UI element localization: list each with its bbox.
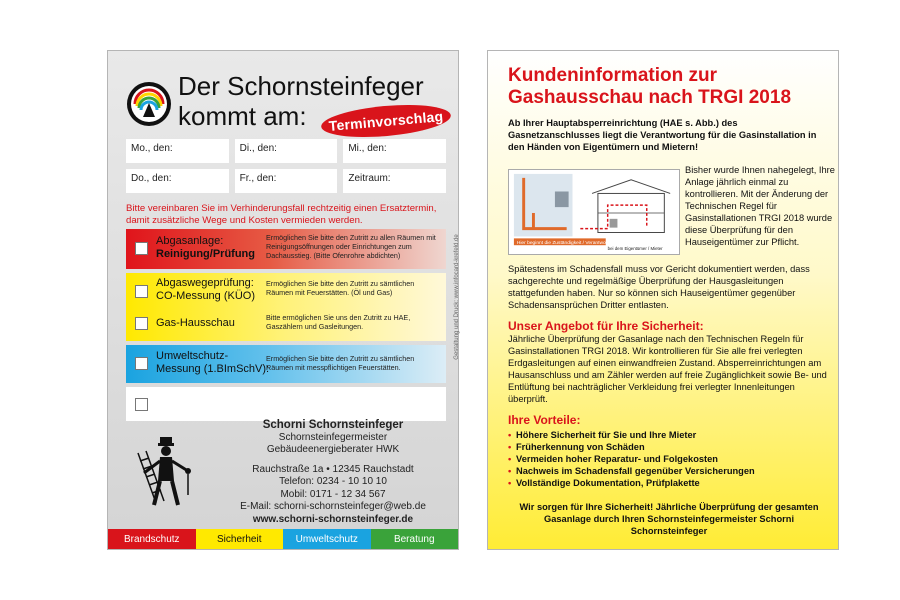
offer-heading: Unser Angebot für Ihre Sicherheit: [508, 319, 704, 333]
footer-umweltschutz: Umweltschutz [283, 529, 371, 549]
date-field-fr[interactable]: Fr., den: [235, 169, 338, 193]
footer-bar [108, 529, 458, 549]
business-address: Rauchstraße 1a • 12345 Rauchstadt [252, 463, 414, 475]
diagram-caption-1: Hier beginnt die Zuständigkeit / Verantwortung [516, 241, 617, 247]
date-field-zeitraum[interactable]: Zeitraum: [343, 169, 446, 193]
date-field-do[interactable]: Do., den: [126, 169, 229, 193]
business-title2: Gebäudeenergieberater HWK [266, 444, 400, 455]
print-credit: Gestaltung und Druck: www.infocard-krefeld.de [454, 234, 460, 360]
benefits-heading: Ihre Vorteile: [508, 413, 581, 427]
diagram-caption-2: bei dem Eigentümer / Mieter [607, 246, 663, 252]
chimney-sweep-guild-logo [126, 81, 172, 127]
appointment-badge: Terminvorschlag [320, 100, 452, 141]
checkbox-gas-hausschau[interactable] [135, 317, 148, 330]
info-paragraph-2: Spätestens im Schadensfall muss vor Gericht dokumentiert werden, dass sachgerechte und regelmäßige Überprüfung der Hausgasleitungen stattgefunden haben. Nur so können sich Hauseigentümer gegenüber Schadensansprüchen Dritter entlasten. [508, 264, 810, 310]
date-grid [126, 139, 446, 199]
business-phone: Telefon: 0234 - 10 10 10 [279, 476, 387, 487]
checkbox-umwelt[interactable] [135, 357, 148, 370]
business-website[interactable]: www.schorni-schornsteinfeger.de [252, 513, 414, 525]
benefit-item: • Höhere Sicherheit für Sie und Ihre Mieter [508, 429, 830, 441]
business-mobile: Mobil: 0171 - 12 34 567 [280, 488, 386, 500]
benefit-item: • Vollständige Dokumentation, Prüfplakette [508, 477, 830, 489]
benefit-item: • Früherkennung von Schäden [508, 441, 830, 453]
offer-text: Jährliche Überprüfung der Gasanlage nach den Technischen Regeln für Gasinstallationen TRGI 2018. Wir kontrollieren für Sie alle frei verlegten Erdgasleitungen auf einen einwandfreien Zustand. Absperreinrichtungen am Hausanschluss und am Zähler werden auf freie Zugänglichkeit sowie Be- und Entlüftung bei nachträglicher Verkleidung frei verlegter Innenleitungen überprüft. [508, 334, 827, 404]
business-title1: Schornsteinfegermeister [278, 431, 388, 443]
label-reinigung: Abgasanlage: Reinigung/Prüfung [156, 235, 255, 260]
date-field-mi[interactable]: Mi., den: [343, 139, 446, 163]
info-title: Kundeninformation zur Gashausschau nach TRGI 2018 [508, 65, 792, 108]
footer-sicherheit: Sicherheit [196, 529, 284, 549]
business-email[interactable]: E-Mail: schorni-schornsteinfeger@web.de [240, 501, 426, 512]
chimney-sweep-icon [136, 433, 198, 508]
checkbox-abgasweg[interactable] [135, 285, 148, 298]
heading-line2: kommt am: [178, 101, 307, 131]
checkbox-extra[interactable] [135, 398, 148, 411]
date-field-mo[interactable]: Mo., den: [126, 139, 229, 163]
benefit-item: • Vermeiden hoher Reparatur- und Folgekosten [508, 453, 830, 465]
footer-beratung: Beratung [371, 529, 459, 549]
desc-abgasweg: Ermöglichen Sie bitte den Zutritt zu sämtlichen Räumen mit Feuerstätten. (Öl und Gas) [266, 279, 415, 297]
business-name: Schorni Schornsteinfeger [262, 419, 404, 431]
service-extra [126, 387, 446, 421]
service-reinigung [126, 229, 446, 269]
checkbox-reinigung[interactable] [135, 242, 148, 255]
heading-line1: Der Schornsteinfeger [178, 71, 424, 101]
closing-statement: Wir sorgen für Ihre Sicherheit! Jährliche Überprüfung der gesamten Gasanlage durch Ihren Schornsteinfegermeister Schorni Schornsteinfeger [519, 502, 819, 536]
diagram-side-text: Bisher wurde Ihnen nahegelegt, Ihre Anlage jährlich einmal zu kontrollieren. Mit der Änderung der Technischen Regel für Gasinstallationen TRGI 2018 wurde diese Überprüfung für den Hauseigentümer zur Pflicht. [685, 165, 835, 247]
business-info [218, 419, 448, 526]
reschedule-note: Bitte vereinbaren Sie im Verhinderungsfall rechtzeitig einen Ersatztermin, damit zusätzliche Wege und Kosten vermieden werden. [126, 203, 437, 226]
service-abgasweg [126, 273, 446, 341]
desc-umwelt: Ermöglichen Sie bitte den Zutritt zu sämtlichen Räumen mit messpflichtigen Feuerstätten. [266, 354, 415, 372]
label-abgasweg: Abgaswegeprüfung: CO-Messung (KÜO) [156, 277, 256, 302]
service-umwelt [126, 345, 446, 383]
info-card [487, 50, 839, 550]
gas-installation-diagram [508, 169, 680, 255]
benefit-item: • Nachweis im Schadensfall gegenüber Versicherungen [508, 465, 830, 477]
benefits-list [508, 429, 830, 489]
date-field-di[interactable]: Di., den: [235, 139, 338, 163]
appointment-card [107, 50, 459, 550]
desc-reinigung: Ermöglichen Sie bitte den Zutritt zu allen Räumen mit Reinigungsöffnungen oder Einrichtungen zum Dachausstieg. (Bitte Ofenrohre abdichten) [266, 233, 436, 260]
label-gas-hausschau: Gas-Hausschau [156, 317, 235, 329]
label-umwelt: Umweltschutz- Messung (1.BImSchV): [156, 350, 270, 375]
footer-brandschutz: Brandschutz [108, 529, 196, 549]
info-intro: Ab Ihrer Hauptabsperreinrichtung (HAE s. Abb.) des Gasnetzanschlusses liegt die Verantwortung für die Gasinstallation in den Händen von Eigentümern und Mietern! [508, 118, 817, 152]
desc-gas-hausschau: Bitte ermöglichen Sie uns den Zutritt zu HAE, Gaszählern und Gasleitungen. [266, 313, 411, 331]
